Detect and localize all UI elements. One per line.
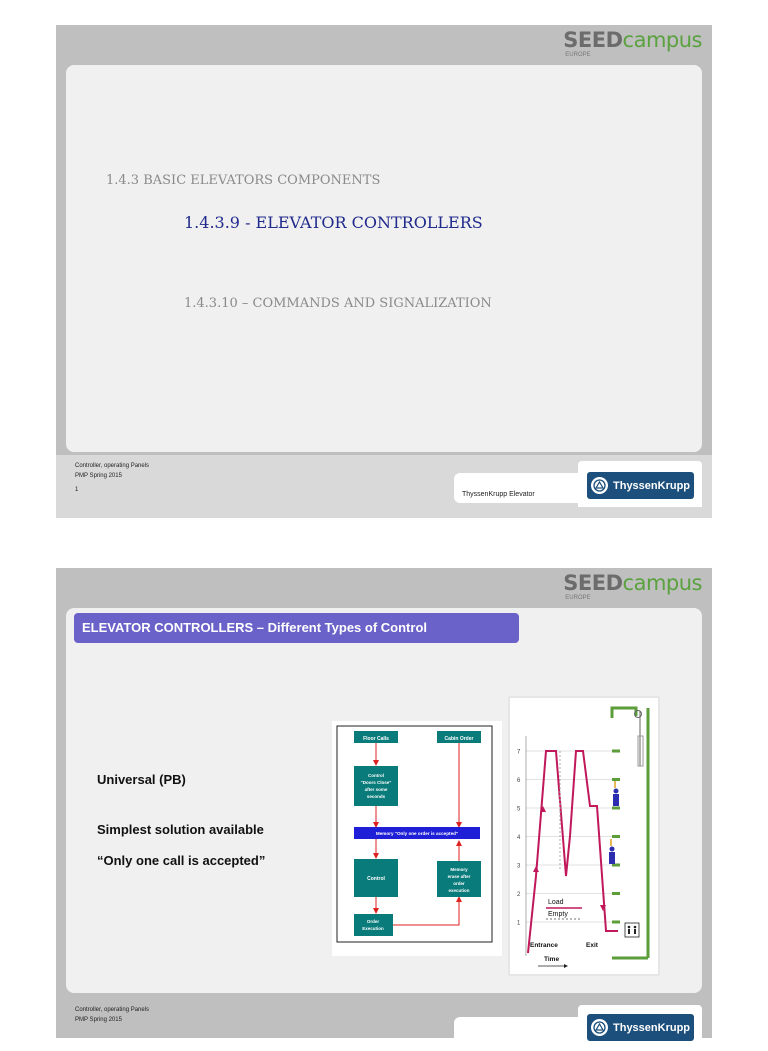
control-type-label: Universal (PB) [97,772,186,787]
slide-title-bar [74,613,519,643]
memory-erase-label: execution [448,888,470,893]
order-execution-box [354,914,393,936]
slide-title: ELEVATOR CONTROLLERS – Different Types of Control [82,620,427,635]
footer-term: PMP Spring 2015 [75,473,122,479]
control-label: Control [367,876,385,882]
logo-text: ThyssenKrupp [613,479,691,492]
thyssenkrupp-emblem-icon [591,477,608,494]
footer-info [75,461,149,495]
slide-2 [56,568,712,1038]
company-caption-box [454,1017,584,1047]
next-section-title: 1.4.3.10 – COMMANDS AND SIGNALIZATION [184,296,492,311]
footer-term: PMP Spring 2015 [75,1017,122,1023]
section-heading: 1.4.3 BASIC ELEVATORS COMPONENTS [106,173,381,188]
label-entrance: Entrance [530,942,558,949]
description-line: Simplest solution available [97,822,264,837]
order-execution-label: Execution [362,926,384,931]
control-door-label: "Doors Close" [360,780,392,785]
cabin-order-label: Cabin Order [444,736,474,742]
footer-course: Controller, operating Panels [75,463,150,469]
seedcampus-logo [563,573,702,601]
thyssenkrupp-logo [587,1014,694,1041]
floor-label: 3 [517,863,521,870]
label-time: Time [544,956,560,963]
label-exit: Exit [586,942,598,949]
seedcampus-logo [563,30,702,58]
thyssenkrupp-logo [587,472,694,499]
company-caption-box [454,473,584,503]
legend-load: Load [548,899,564,906]
memory-erase-label: Memory [450,867,468,872]
logo-seed: SEED [563,28,623,52]
floor-label: 5 [517,806,521,813]
order-execution-label: Order [366,919,380,924]
legend-empty: Empty [548,911,568,918]
control-door-label: seconds [366,794,386,799]
control-door-box [354,766,398,806]
floor-calls-label: Floor Calls [363,736,389,742]
logo-campus: campus [622,571,702,595]
logo-region: EUROPE [565,52,591,58]
current-section-title: 1.4.3.9 - ELEVATOR CONTROLLERS [184,213,483,232]
thyssenkrupp-emblem-icon [591,1019,608,1036]
footer-info [75,1005,149,1025]
control-door-label: Control [368,773,384,778]
quote-line: “Only one call is accepted” [97,853,266,868]
restroom-icon [625,923,639,937]
floor-label: 7 [517,749,521,756]
floor-label: 4 [517,835,521,841]
logo-region: EUROPE [565,595,591,601]
company-caption: ThyssenKrupp Elevator [462,491,535,498]
floor-label: 1 [517,920,521,927]
control-flow-diagram [332,721,502,956]
page-number: 1 [75,487,79,493]
memory-erase-label: order [453,881,465,886]
control-door-label: after some [364,787,388,792]
floor-label: 2 [517,892,521,898]
footer-course: Controller, operating Panels [75,1007,150,1013]
slide-content-panel [66,65,702,452]
floor-label: 6 [517,778,521,784]
memory-erase-label: erase after [447,874,471,879]
memory-bar-label: Memory "Only one order is accepted" [375,831,459,836]
elevator-trip-diagram [508,696,660,976]
logo-text: ThyssenKrupp [613,1021,691,1034]
logo-campus: campus [622,28,702,52]
logo-seed: SEED [563,571,623,595]
slide-1 [56,25,712,518]
